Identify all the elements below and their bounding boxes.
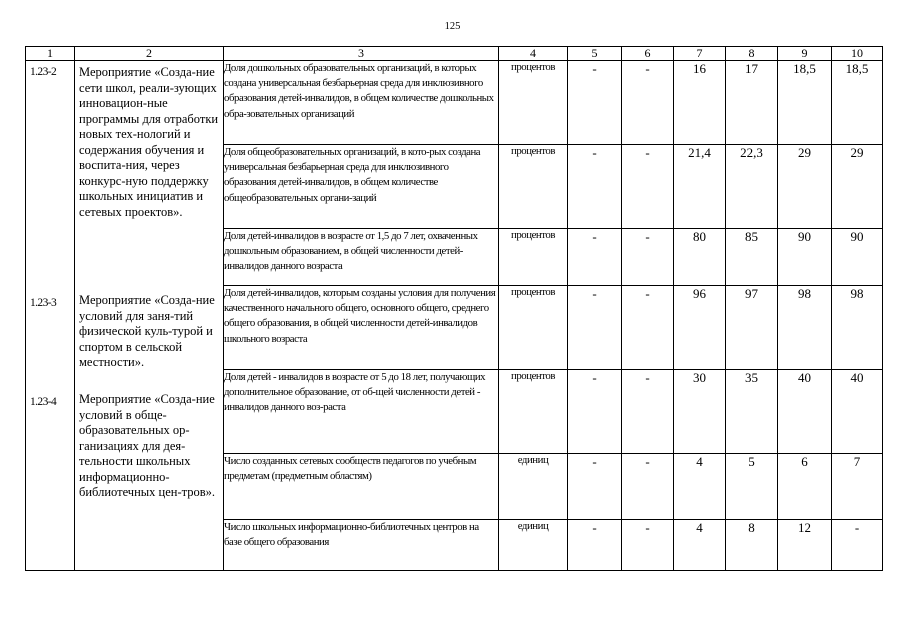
value-cell: - bbox=[622, 454, 674, 520]
value-cell: - bbox=[568, 229, 622, 286]
value-cell: - bbox=[622, 61, 674, 145]
value-cell: 17 bbox=[726, 61, 778, 145]
indicators-table bbox=[25, 46, 883, 571]
value-cell: - bbox=[622, 520, 674, 571]
value-cell: - bbox=[622, 145, 674, 229]
indicator-cell: Доля общеобразовательных организаций, в кото-рых создана универсальная безбарьерная среда для инклюзивного образования детей-инвалидов, в общем количестве общеобразовательных органи-заций bbox=[224, 145, 499, 229]
value-cell: 97 bbox=[726, 286, 778, 370]
column-header: 5 bbox=[568, 47, 622, 61]
value-cell: - bbox=[568, 370, 622, 454]
column-header: 7 bbox=[674, 47, 726, 61]
value-cell: 29 bbox=[778, 145, 832, 229]
value-cell: 18,5 bbox=[778, 61, 832, 145]
unit-cell: процентов bbox=[499, 370, 568, 454]
value-cell: 40 bbox=[832, 370, 883, 454]
value-cell: - bbox=[622, 370, 674, 454]
column-header: 9 bbox=[778, 47, 832, 61]
table-row bbox=[26, 61, 883, 145]
value-cell: - bbox=[568, 520, 622, 571]
column-header: 4 bbox=[499, 47, 568, 61]
value-cell: - bbox=[832, 520, 883, 571]
value-cell: 90 bbox=[778, 229, 832, 286]
value-cell: 4 bbox=[674, 520, 726, 571]
column-number-row bbox=[26, 47, 883, 61]
column-header: 3 bbox=[224, 47, 499, 61]
value-cell: 96 bbox=[674, 286, 726, 370]
value-cell: - bbox=[622, 286, 674, 370]
unit-cell: процентов bbox=[499, 286, 568, 370]
event-code-cell bbox=[26, 61, 75, 571]
unit-cell: процентов bbox=[499, 61, 568, 145]
value-cell: 4 bbox=[674, 454, 726, 520]
value-cell: 12 bbox=[778, 520, 832, 571]
value-cell: 7 bbox=[832, 454, 883, 520]
event-name: Мероприятие «Созда-ние условий для заня-тий физической куль-турой и спортом в сельской местности». bbox=[79, 293, 215, 369]
indicator-cell: Доля детей-инвалидов, которым созданы условия для получения качественного начального общего, основного общего, среднего общего образования, в общей численности детей-инвалидов школьного возраста bbox=[224, 286, 499, 370]
value-cell: 35 bbox=[726, 370, 778, 454]
column-header: 8 bbox=[726, 47, 778, 61]
indicator-cell: Доля детей - инвалидов в возрасте от 5 до 18 лет, получающих дополнительное образование, от об-щей численности детей - инвалидов данного воз-раста bbox=[224, 370, 499, 454]
value-cell: 5 bbox=[726, 454, 778, 520]
value-cell: 16 bbox=[674, 61, 726, 145]
value-cell: 29 bbox=[832, 145, 883, 229]
value-cell: 98 bbox=[832, 286, 883, 370]
indicator-cell: Доля детей-инвалидов в возрасте от 1,5 до 7 лет, охваченных дошкольным образованием, в общей численности детей-инвалидов данного возраста bbox=[224, 229, 499, 286]
event-name: Мероприятие «Созда-ние условий в обще-образовательных ор-ганизациях для дея-тельности школьных информационно-библиотечных цен-тров». bbox=[79, 392, 216, 499]
value-cell: 8 bbox=[726, 520, 778, 571]
value-cell: 18,5 bbox=[832, 61, 883, 145]
value-cell: - bbox=[568, 145, 622, 229]
unit-cell: единиц bbox=[499, 520, 568, 571]
value-cell: 40 bbox=[778, 370, 832, 454]
column-header: 2 bbox=[75, 47, 224, 61]
event-name-cell bbox=[75, 61, 224, 571]
value-cell: - bbox=[622, 229, 674, 286]
event-code: 1.23-3 bbox=[30, 297, 57, 309]
indicator-cell: Число созданных сетевых сообществ педагогов по учебным предметам (предметным областям) bbox=[224, 454, 499, 520]
indicator-cell: Доля дошкольных образовательных организаций, в которых создана универсальная безбарьерная среда для инклюзивного образования детей-инвалидов, в общем количестве дошкольных обра-зовательных организаций bbox=[224, 61, 499, 145]
column-header: 6 bbox=[622, 47, 674, 61]
value-cell: 98 bbox=[778, 286, 832, 370]
event-name: Мероприятие «Созда-ние сети школ, реали-зующих инновацион-ные программы для отработки новых тех-нологий и содержания обучения и воспита-ния, через конкурс-ную поддержку школьных инициатив и сетевых проектов». bbox=[79, 65, 219, 219]
page-number: 125 bbox=[444, 21, 461, 32]
unit-cell: процентов bbox=[499, 229, 568, 286]
column-header: 1 bbox=[26, 47, 75, 61]
indicator-cell: Число школьных информационно-библиотечных центров на базе общего образования bbox=[224, 520, 499, 571]
unit-cell: единиц bbox=[499, 454, 568, 520]
event-code: 1.23-2 bbox=[30, 66, 57, 78]
value-cell: - bbox=[568, 286, 622, 370]
value-cell: - bbox=[568, 454, 622, 520]
value-cell: 22,3 bbox=[726, 145, 778, 229]
value-cell: 90 bbox=[832, 229, 883, 286]
value-cell: - bbox=[568, 61, 622, 145]
column-header: 10 bbox=[832, 47, 883, 61]
unit-cell: процентов bbox=[499, 145, 568, 229]
value-cell: 85 bbox=[726, 229, 778, 286]
value-cell: 21,4 bbox=[674, 145, 726, 229]
value-cell: 30 bbox=[674, 370, 726, 454]
value-cell: 80 bbox=[674, 229, 726, 286]
event-code: 1.23-4 bbox=[30, 396, 57, 408]
value-cell: 6 bbox=[778, 454, 832, 520]
